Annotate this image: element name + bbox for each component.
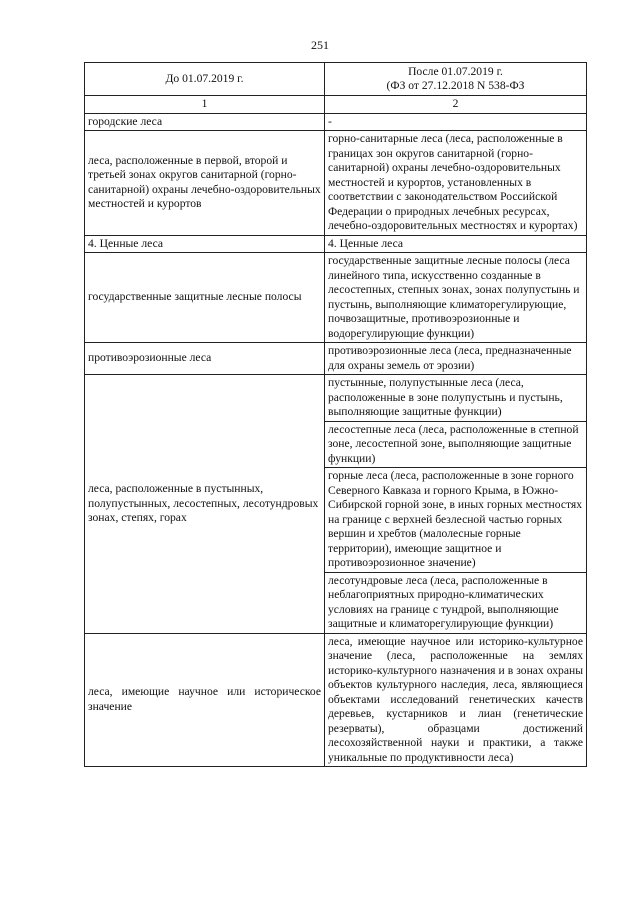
comparison-table [84, 62, 587, 767]
table-row [85, 375, 587, 422]
cell-before: городские леса [85, 113, 325, 131]
section-title-after: 4. Ценные леса [325, 235, 587, 253]
column-number-2: 2 [325, 96, 587, 114]
cell-after: лесотундровые леса (леса, расположенные в неблагоприятных природно-климатических условиях на границе с тундрой, выполняющие защитные и климаторегулирующие функции) [325, 572, 587, 633]
header-after-line1: После 01.07.2019 г. [408, 64, 503, 78]
cell-before: леса, расположенные в первой, второй и третьей зонах округов санитарной (горно-санитарной) охраны лечебно-оздоровительных местностей и курортов [85, 131, 325, 236]
table-row [85, 633, 587, 767]
section-row [85, 235, 587, 253]
cell-before: государственные защитные лесные полосы [85, 253, 325, 343]
column-number-1: 1 [85, 96, 325, 114]
page-number: 251 [311, 38, 329, 52]
cell-before: леса, имеющие научное или историческое значение [85, 633, 325, 767]
table-row [85, 253, 587, 343]
cell-after: пустынные, полупустынные леса (леса, расположенные в зоне полупустынь и пустынь, выполняющие защитные функции) [325, 375, 587, 422]
header-row [85, 63, 587, 96]
section-title-before: 4. Ценные леса [85, 235, 325, 253]
cell-after: государственные защитные лесные полосы (леса линейного типа, искусственно созданные в лесостепных, степных зонах, зонах полупустынь и пустынь, выполняющие климаторегулирующие, почвозащитные, противоэрозионные и водорегулирующие функции) [325, 253, 587, 343]
header-before: До 01.07.2019 г. [85, 63, 325, 96]
column-number-row [85, 96, 587, 114]
cell-after: лесостепные леса (леса, расположенные в степной зоне, лесостепной зоне, выполняющие защитные функции) [325, 421, 587, 468]
table-row [85, 131, 587, 236]
cell-after: горные леса (леса, расположенные в зоне горного Северного Кавказа и горного Крыма, в Южно-Сибирской горной зоне, в иных горных местностях на границе с верхней безлесной частью горных вершин и хребтов (малолесные горные территории), имеющие защитное и противоэрозионное значение) [325, 468, 587, 573]
table-row [85, 113, 587, 131]
cell-after: - [325, 113, 587, 131]
cell-after: горно-санитарные леса (леса, расположенные в границах зон округов санитарной (горно-санитарной) охраны лечебно-оздоровительных местностей и курортов, установленных в соответствии с законодательством Российской Федерации о природных лечебных ресурсах, лечебно-оздоровительных местностях и курортах) [325, 131, 587, 236]
table-row [85, 343, 587, 375]
cell-after: противоэрозионные леса (леса, предназначенные для охраны земель от эрозии) [325, 343, 587, 375]
cell-after: леса, имеющие научное или историко-культурное значение (леса, расположенные на землях историко-культурного назначения и в зонах охраны объектов культурного наследия, леса, являющиеся объектами исследований генетических качеств деревьев, кустарников и лиан (генетические резерваты), образцами достижений лесохозяйственной науки и практики, а также уникальные по продуктивности леса) [325, 633, 587, 767]
cell-before: противоэрозионные леса [85, 343, 325, 375]
header-after-line2: (ФЗ от 27.12.2018 N 538-ФЗ [386, 79, 525, 92]
header-after [325, 63, 587, 96]
cell-before: леса, расположенные в пустынных, полупустынных, лесостепных, лесотундровых зонах, степях, горах [85, 375, 325, 634]
